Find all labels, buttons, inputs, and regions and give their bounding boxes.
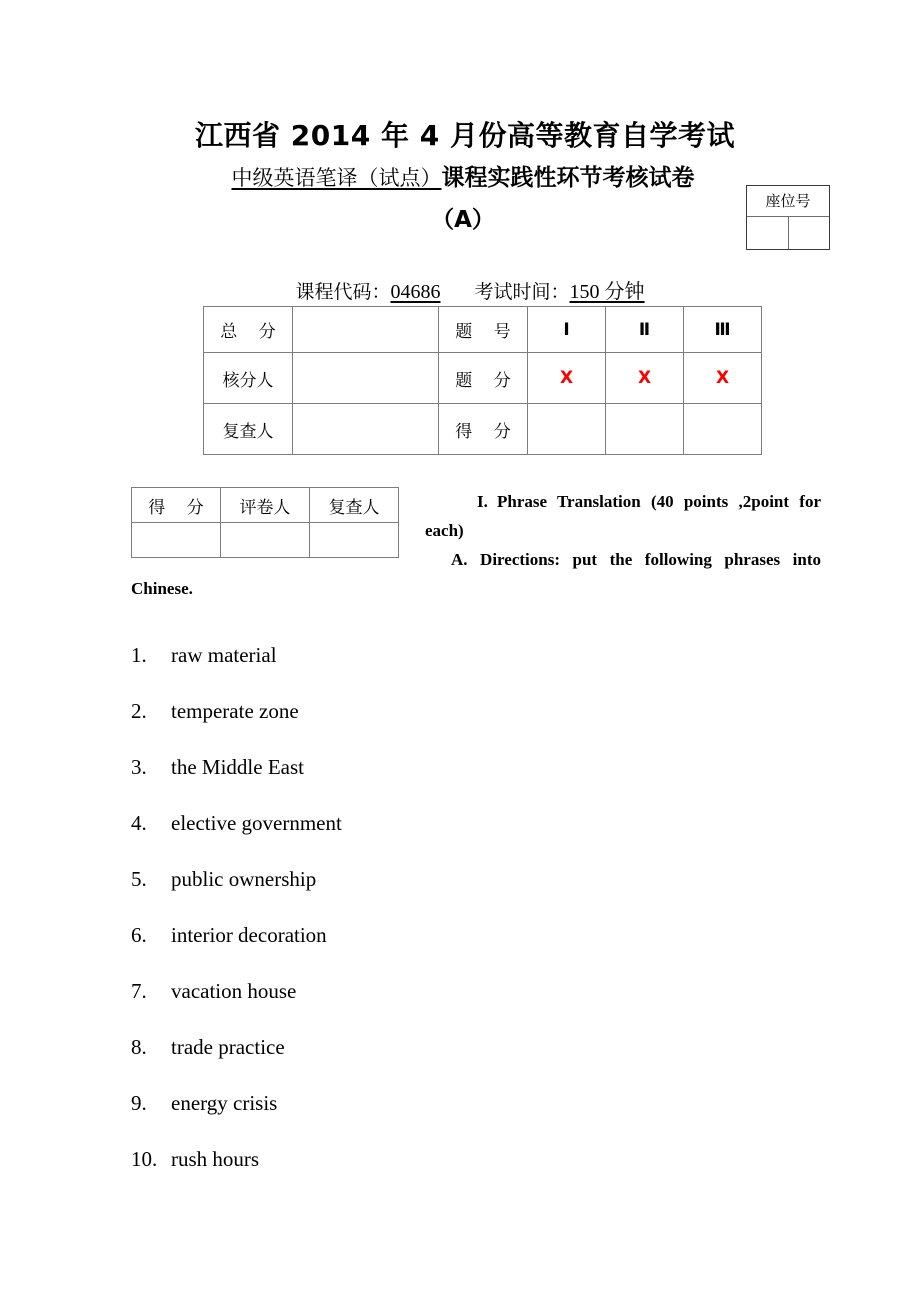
- list-item: [131, 1035, 631, 1091]
- list-item-number: 7.: [131, 979, 147, 1003]
- earned-score-label: 得 分: [439, 404, 528, 455]
- course-subtitle-rest: 课程实践性环节考核试卷: [441, 165, 695, 191]
- seat-number-cells: [747, 217, 829, 249]
- list-item: [131, 811, 631, 867]
- total-score-label: 总 分: [204, 307, 293, 353]
- table-row: [204, 353, 762, 404]
- list-item-label: trade practice: [171, 1035, 285, 1059]
- score-summary-table: [203, 306, 762, 455]
- list-item: [131, 1147, 631, 1203]
- table-row: [132, 488, 399, 523]
- list-item-number: 3.: [131, 755, 147, 779]
- list-item: [131, 923, 631, 979]
- seat-number-cell[interactable]: [747, 217, 788, 249]
- section-reviewer-value[interactable]: [310, 523, 399, 558]
- list-item-number: 1.: [131, 643, 147, 667]
- list-item-label: vacation house: [171, 979, 297, 1003]
- seat-number-box: [746, 185, 830, 250]
- table-row: [204, 404, 762, 455]
- table-row: [204, 307, 762, 353]
- scorer-value[interactable]: [293, 353, 439, 404]
- list-item-label: temperate zone: [171, 699, 299, 723]
- list-item: [131, 979, 631, 1035]
- question-number-2: Ⅱ: [606, 307, 684, 353]
- list-item: [131, 1091, 631, 1147]
- course-code-label: 课程代码：: [295, 281, 391, 303]
- question-number-label: 题 号: [439, 307, 528, 353]
- list-item: [131, 755, 631, 811]
- earned-score-1[interactable]: [528, 404, 606, 455]
- list-item: [131, 643, 631, 699]
- reviewer-value[interactable]: [293, 404, 439, 455]
- section-grader-header: 评卷人: [221, 488, 310, 523]
- section-reviewer-header: 复查人: [310, 488, 399, 523]
- section-heading-text: Phrase Translation (40 points ,2point for each): [425, 492, 821, 540]
- question-number-1: Ⅰ: [528, 307, 606, 353]
- list-item-number: 2.: [131, 699, 147, 723]
- list-item-label: raw material: [171, 643, 277, 667]
- question-number-3: Ⅲ: [684, 307, 762, 353]
- list-item-label: energy crisis: [171, 1091, 278, 1115]
- list-item-number: 8.: [131, 1035, 147, 1059]
- question-points-3: X: [684, 353, 762, 404]
- seat-number-label: 座位号: [747, 186, 829, 217]
- exam-time-label: 考试时间：: [474, 281, 570, 303]
- list-item-number: 9.: [131, 1091, 147, 1115]
- scorer-label: 核分人: [204, 353, 293, 404]
- list-item-label: rush hours: [171, 1147, 260, 1171]
- list-item-label: elective government: [171, 811, 342, 835]
- list-item-label: public ownership: [171, 867, 317, 891]
- total-score-value[interactable]: [293, 307, 439, 353]
- section-directions: A. Directions: put the following phrases into Chinese.: [131, 550, 821, 598]
- section-roman-numeral: I.: [477, 492, 488, 511]
- course-name-underlined: 中级英语笔译（试点）: [231, 166, 442, 190]
- list-item-number: 6.: [131, 923, 147, 947]
- course-code-line: [0, 275, 920, 304]
- table-row: [132, 523, 399, 558]
- paper-variant: （A）: [431, 207, 495, 233]
- earned-score-3[interactable]: [684, 404, 762, 455]
- list-item-number: 5.: [131, 867, 147, 891]
- list-item: [131, 699, 631, 755]
- question-points-label: 题 分: [439, 353, 528, 404]
- section-earned-score-value[interactable]: [132, 523, 221, 558]
- phrase-list: [131, 643, 631, 1203]
- exam-time-value: 150 分钟: [569, 281, 645, 303]
- list-item: [131, 867, 631, 923]
- list-item-number: 4.: [131, 811, 147, 835]
- course-code-value: 04686: [390, 281, 441, 303]
- list-item-label: the Middle East: [171, 755, 304, 779]
- question-points-1: X: [528, 353, 606, 404]
- list-item-label: interior decoration: [171, 923, 327, 947]
- earned-score-2[interactable]: [606, 404, 684, 455]
- page-title: 江西省 2014 年 4 月份高等教育自学考试: [195, 119, 735, 152]
- reviewer-label: 复查人: [204, 404, 293, 455]
- section-scorer-table: [131, 487, 399, 558]
- section-grader-value[interactable]: [221, 523, 310, 558]
- seat-number-cell[interactable]: [788, 217, 830, 249]
- section-one-block: [131, 487, 821, 603]
- question-points-2: X: [606, 353, 684, 404]
- section-earned-score-header: 得 分: [132, 488, 221, 523]
- list-item-number: 10.: [131, 1147, 158, 1171]
